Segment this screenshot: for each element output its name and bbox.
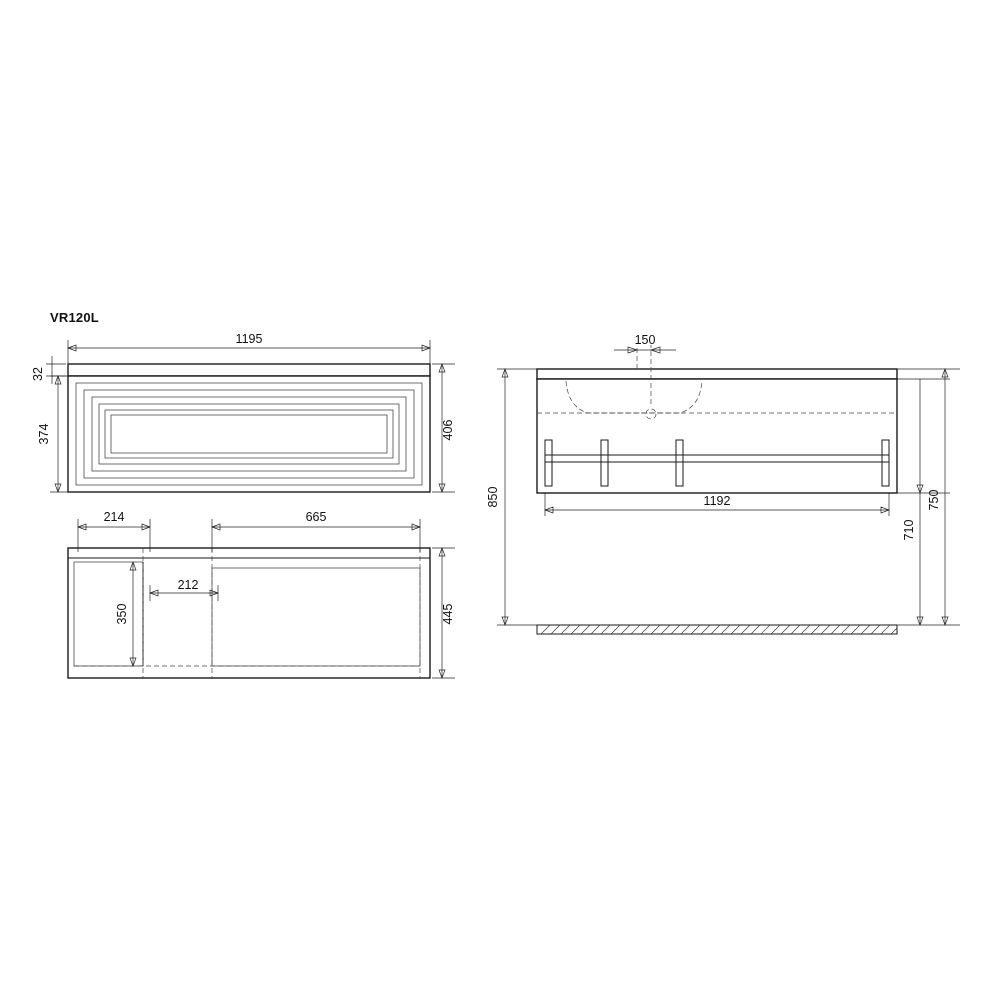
dimension-850	[486, 369, 508, 625]
page-title: VR120L	[50, 310, 99, 325]
dimension-750	[927, 369, 948, 625]
dimension-label-445: 445	[441, 603, 455, 625]
dimension-label-32: 32	[31, 367, 45, 381]
dimension-445	[432, 548, 455, 678]
dimension-374	[37, 376, 70, 492]
dimension-214	[78, 510, 150, 552]
dimension-label-212: 212	[177, 578, 199, 592]
dimension-label-150: 150	[634, 333, 656, 347]
dimension-1192	[545, 493, 889, 516]
dimension-label-1195: 1195	[235, 332, 263, 346]
dimension-label-374: 374	[37, 423, 51, 445]
dimension-label-214: 214	[103, 510, 125, 524]
dimension-label-750: 750	[927, 489, 941, 511]
dimension-label-850: 850	[486, 486, 500, 508]
dimension-label-1192: 1192	[703, 494, 731, 508]
dimension-710	[902, 379, 923, 625]
dimension-label-665: 665	[305, 510, 327, 524]
dimension-32	[31, 356, 66, 384]
dimension-665	[212, 510, 420, 552]
section-view	[497, 345, 960, 634]
dimension-406	[432, 364, 455, 492]
dimension-label-406: 406	[441, 419, 455, 441]
dimension-label-350: 350	[115, 603, 129, 625]
dimension-150	[614, 333, 676, 353]
front-panel-view	[68, 364, 430, 492]
dimension-label-710: 710	[902, 519, 916, 541]
